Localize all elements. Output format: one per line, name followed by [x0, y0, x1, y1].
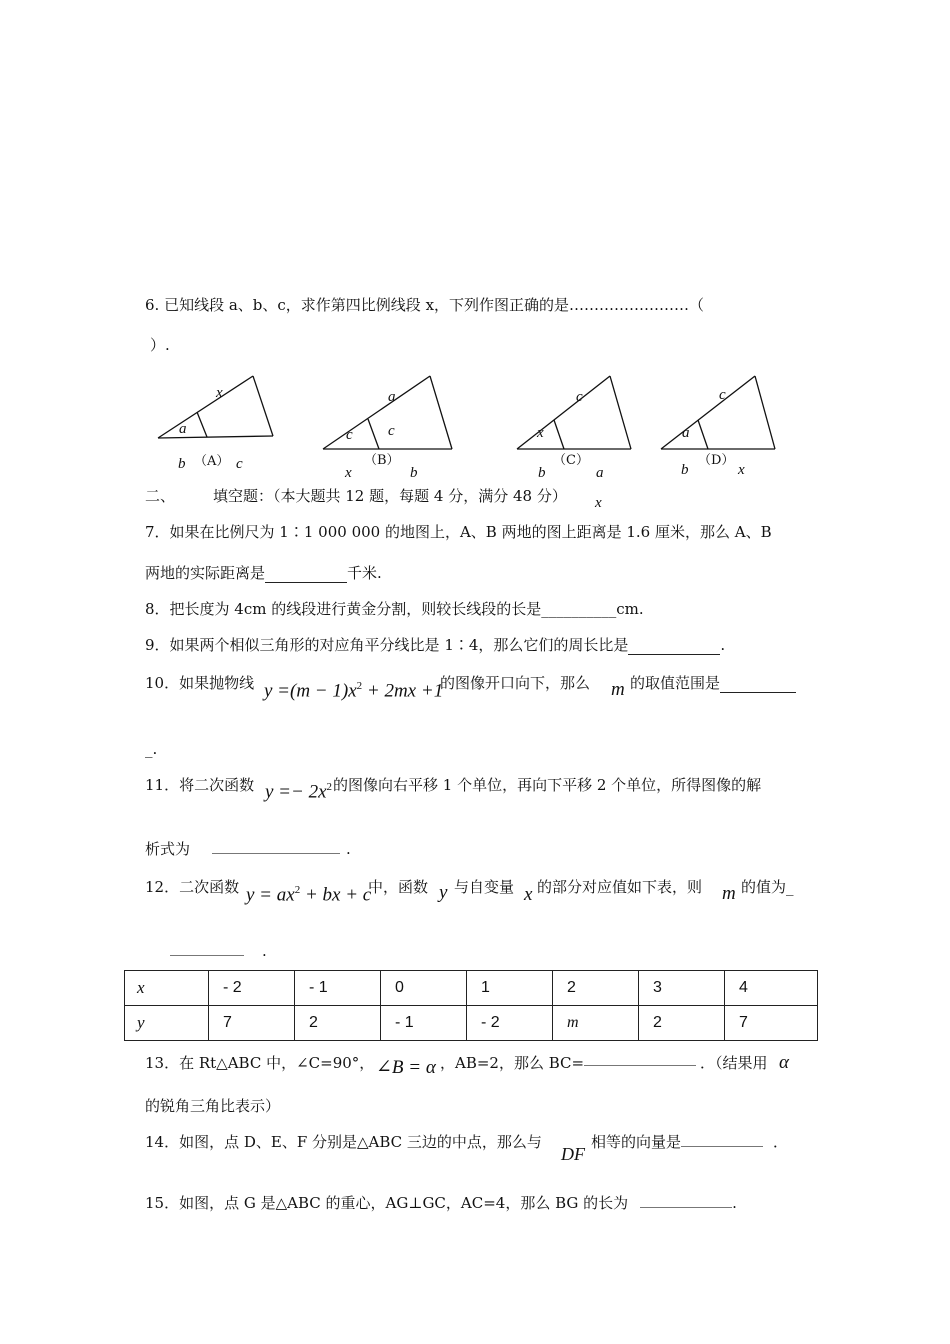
q12-post: 的值为_: [741, 878, 794, 896]
q12-var-y: y: [439, 882, 448, 903]
q12-var-m: m: [722, 883, 736, 904]
q15-answer-blank[interactable]: [640, 1195, 732, 1208]
figure-b: [318, 372, 458, 454]
fig-d-upper-label: c: [719, 387, 726, 403]
q14-pre: 14．如图，点 D、E、F 分别是△ABC 三边的中点，那么与: [145, 1133, 542, 1151]
figure-d: [656, 372, 786, 454]
table-cell: - 2: [467, 1006, 553, 1041]
q9: 9．如果两个相似三角形的对应角平分线比是 1∶4，那么它们的周长比是 .: [145, 636, 726, 654]
table-cell: 3: [639, 971, 725, 1006]
q7-answer-blank[interactable]: [265, 564, 347, 583]
value-table: [124, 970, 818, 1041]
section-number: 二、: [145, 487, 176, 505]
q7-line2: 两地的实际距离是 千米.: [145, 564, 382, 582]
fig-a-upper-label: x: [216, 385, 223, 401]
table-cell: 1: [467, 971, 553, 1006]
q9-answer-blank[interactable]: [628, 636, 720, 655]
q11-line2: 析式为 .: [145, 840, 351, 858]
q7-line1: 7．如果在比例尺为 1∶1 000 000 的地图上，A、B 两地的图上距离是 1.6 厘米，那么 A、B: [145, 523, 772, 541]
fig-b-right-label: b: [410, 465, 418, 481]
table-cell: - 2: [209, 971, 295, 1006]
q11-formula: $y =- 2x^2$: [265, 781, 333, 803]
q15: 15．如图，点 G 是△ABC 的重心，AG⊥GC，AC=4，那么 BG 的长为 .: [145, 1194, 737, 1212]
table-cell: 2: [639, 1006, 725, 1041]
table-row: [125, 971, 818, 1006]
fig-a-caption: （A）: [194, 454, 230, 469]
q13-mid: ，AB=2，那么 BC=: [440, 1054, 585, 1072]
q10-formula: $y =(m - 1)x^2 + 2mx +1$: [264, 680, 444, 702]
q10-line2: _.: [145, 740, 158, 758]
table-cell: 7: [209, 1006, 295, 1041]
q13-formula: ∠B = α: [376, 1057, 436, 1078]
q12-var-x: x: [524, 884, 533, 905]
fig-c-caption: （C）: [553, 453, 589, 468]
fig-d-lower-label: a: [682, 425, 690, 441]
q12-answer-blank[interactable]: [170, 943, 244, 956]
fig-b-lower-label: c: [346, 427, 353, 443]
table-cell: m: [553, 1006, 639, 1041]
fig-d-right-label: x: [738, 462, 745, 478]
q13-blank-wrap: [584, 1052, 696, 1070]
table-cell: 0: [381, 971, 467, 1006]
q10-answer-blank[interactable]: [720, 674, 796, 693]
q8: 8．把长度为 4cm 的线段进行黄金分割，则较长线段的长是__________cm.: [145, 600, 644, 618]
fig-b-inner-label: c: [388, 423, 395, 439]
fig-a-left-label: b: [178, 456, 186, 472]
q6-line1: 6. 已知线段 a、b、c，求作第四比例线段 x，下列作图正确的是……………………（: [145, 296, 705, 314]
q14-answer-blank[interactable]: [681, 1134, 763, 1147]
q10-pre: 10．如果抛物线: [145, 674, 255, 692]
table-cell: 7: [725, 1006, 818, 1041]
table-cell: 4: [725, 971, 818, 1006]
table-cell: - 1: [295, 971, 381, 1006]
fig-b-caption: （B）: [364, 453, 400, 468]
q11-answer-blank[interactable]: [212, 841, 340, 854]
fig-a-right-label: c: [236, 456, 243, 472]
q12-mid2: 与自变量: [454, 878, 515, 896]
fig-d-left-label: b: [681, 462, 689, 478]
row-header-y: y: [125, 1006, 209, 1041]
table-row: [125, 1006, 818, 1041]
fig-c-lower-label: x: [537, 425, 544, 441]
q14-vector: DF: [561, 1144, 585, 1164]
table-cell: 2: [553, 971, 639, 1006]
q13-pre: 13．在 Rt△ABC 中，∠C=90°，: [145, 1054, 375, 1072]
q13-post: ．（结果用: [700, 1054, 768, 1072]
q13-answer-blank[interactable]: [584, 1053, 696, 1066]
q12-line2: .: [170, 942, 267, 960]
table-cell: - 1: [381, 1006, 467, 1041]
table-cell: 2: [295, 1006, 381, 1041]
q11-pre: 11．将二次函数: [145, 776, 255, 794]
q14-post: 相等的向量是 ．: [591, 1133, 789, 1151]
fig-b-left-label: x: [345, 465, 352, 481]
q10-mid: 的图像开口向下，那么: [440, 674, 591, 692]
q12-mid3: 的部分对应值如下表，则: [537, 878, 703, 896]
q10-post: 的取值范围是: [630, 672, 796, 693]
fig-a-lower-label: a: [179, 421, 187, 437]
q10-var-m: m: [611, 679, 625, 700]
q12-mid1: 中，函数: [368, 878, 429, 896]
q6-line2: ）.: [150, 336, 170, 354]
q13-line2: 的锐角三角比表示）: [145, 1097, 281, 1115]
q13-alpha: α: [779, 1052, 789, 1073]
fig-c-upper-label: c: [576, 389, 583, 405]
fig-d-caption: （D）: [698, 453, 735, 468]
fig-b-upper-label: a: [388, 389, 396, 405]
q12-formula: $y = ax^2$ + bx + c: [246, 884, 372, 906]
q12-pre: 12．二次函数: [145, 878, 240, 896]
row-header-x: x: [125, 971, 209, 1006]
fig-c-left-label: b: [538, 465, 546, 481]
fig-c-right-label: a: [596, 465, 604, 481]
section-title: 填空题：（本大题共 12 题，每题 4 分，满分 48 分）: [213, 487, 567, 505]
figure-c: [512, 372, 642, 454]
q8-answer-blank[interactable]: __________: [541, 600, 617, 618]
fig-c-extra-label: x: [595, 495, 602, 511]
q11-post: 的图像向右平移 1 个单位，再向下平移 2 个单位，所得图像的解: [333, 776, 762, 794]
